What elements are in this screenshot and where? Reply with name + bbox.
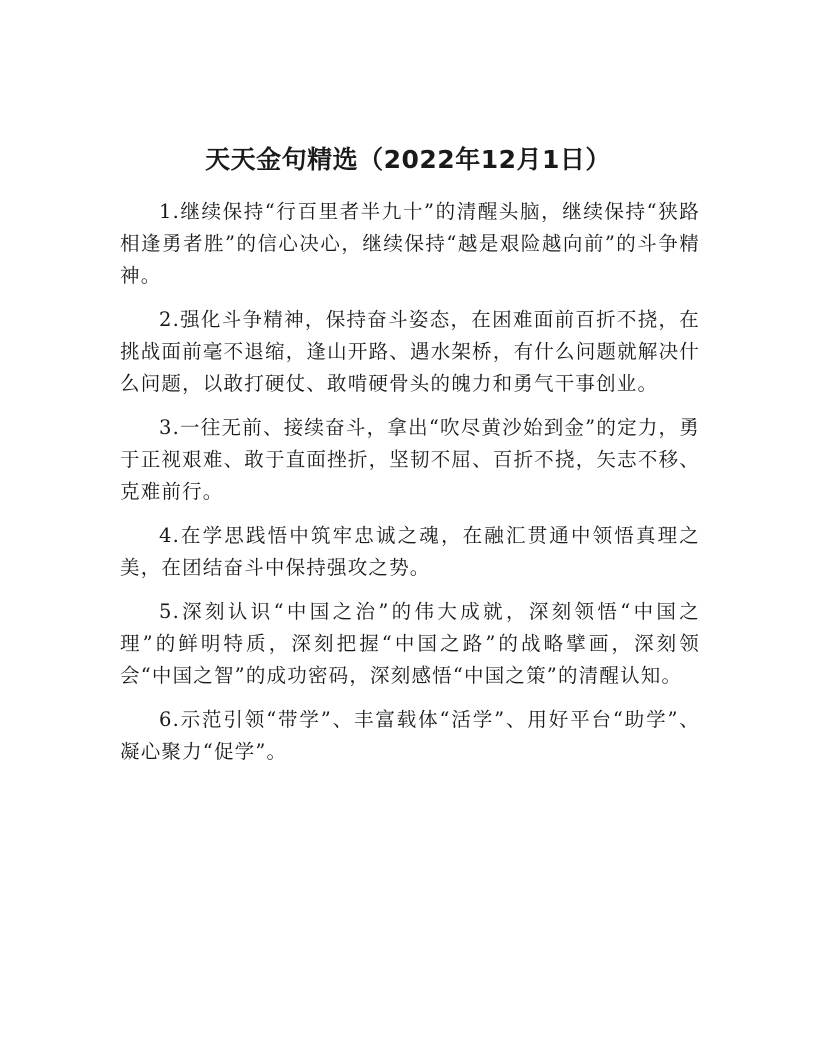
- paragraph-2: 2.强化斗争精神，保持奋斗姿态，在困难面前百折不挠，在挑战面前毫不退缩，逢山开路、遇水架桥，有什么问题就解决什么问题，以敢打硬仗、敢啃硬骨头的魄力和勇气干事创业。: [120, 308, 700, 395]
- paragraph-6: 6.示范引领“带学”、丰富载体“活学”、用好平台“助学”、凝心聚力“促学”。: [120, 708, 700, 763]
- document-body: [120, 196, 700, 780]
- paragraph-4: 4.在学思践悟中筑牢忠诚之魂，在融汇贯通中领悟真理之美，在团结奋斗中保持强攻之势。: [120, 524, 700, 579]
- document-title: 天天金句精选（2022年12月1日）: [205, 145, 611, 174]
- paragraph-3: 3.一往无前、接续奋斗，拿出“吹尽黄沙始到金”的定力，勇于正视艰难、敢于直面挫折，坚韧不屈、百折不挠，矢志不移、克难前行。: [120, 416, 700, 503]
- paragraph-1: 1.继续保持“行百里者半九十”的清醒头脑，继续保持“狭路相逢勇者胜”的信心决心，继续保持“越是艰险越向前”的斗争精神。: [120, 200, 700, 287]
- paragraph-5: 5.深刻认识“中国之治”的伟大成就，深刻领悟“中国之理”的鲜明特质，深刻把握“中国之路”的战略擘画，深刻领会“中国之智”的成功密码，深刻感悟“中国之策”的清醒认知。: [120, 600, 700, 687]
